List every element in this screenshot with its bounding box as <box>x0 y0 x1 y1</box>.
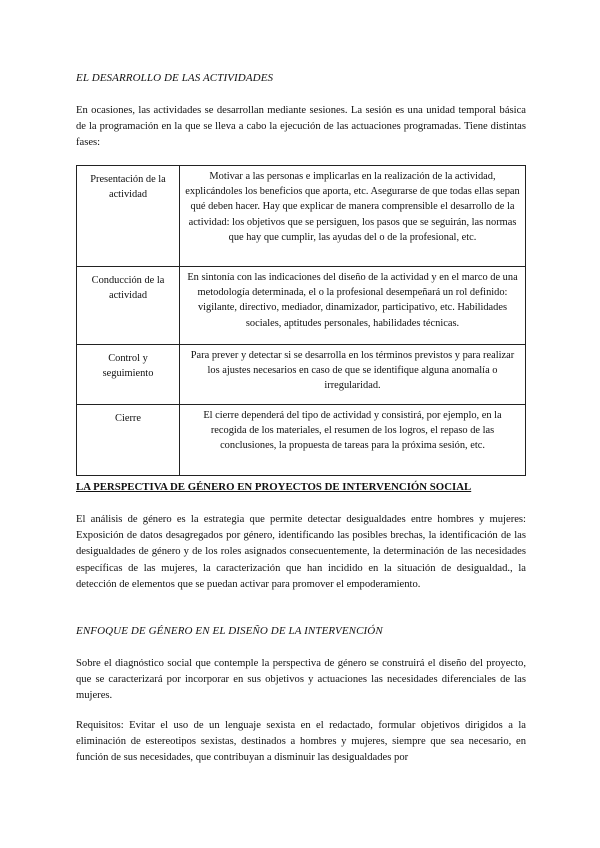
phase-label: Cierre <box>77 405 180 476</box>
table-row <box>77 166 526 267</box>
phases-table <box>76 165 526 476</box>
phase-label: Control y seguimiento <box>77 345 180 405</box>
table-row <box>77 405 526 476</box>
phase-description: En sintonía con las indicaciones del diseño de la actividad y en el marco de una metodología determinada, el o la profesional desempeñará un rol definido: vigilante, directivo, mediador, dinamizador, participativo, etc. Habilidades sociales, aptitudes personales, habilidades técnicas. <box>180 267 526 345</box>
table-row <box>77 267 526 345</box>
phase-label: Presentación de la actividad <box>77 166 180 267</box>
phase-description: Para prever y detectar si se desarrolla en los términos previstos y para realizar los ajustes necesarios en caso de que se identifique alguna anomalía o irregularidad. <box>180 345 526 405</box>
phase-description: El cierre dependerá del tipo de actividad y consistirá, por ejemplo, en la recogida de los materiales, el resumen de los logros, el repaso de las conclusiones, la propuesta de tareas para la próxima sesión, etc. <box>180 405 526 476</box>
gender-analysis-paragraph: El análisis de género es la estrategia que permite detectar desigualdades entre hombres y mujeres: Exposición de datos desagregados por género, identificando las posibles brechas, la identificación de las desigualdades de género y de los roles asignados consecuentemente, la determinación de las necesidades específicas de las mujeres, la caracterización que han incidido en la situación de desigualdad., la detección de elementos que se puedan activar para promover el empoderamiento. <box>76 514 526 590</box>
section-title-enfoque-genero: ENFOQUE DE GÉNERO EN EL DISEÑO DE LA INTERVENCIÓN <box>76 625 383 637</box>
phase-label: Conducción de la actividad <box>77 267 180 345</box>
design-paragraph: Sobre el diagnóstico social que contemple la perspectiva de género se construirá el diseño del proyecto, que se caracterizará por incorporar en sus objetivos y actuaciones las necesidades diferenciales de las mujeres. <box>76 658 526 702</box>
section-title-desarrollo-actividades: EL DESARROLLO DE LAS ACTIVIDADES <box>76 72 274 84</box>
table-row <box>77 345 526 405</box>
phase-description: Motivar a las personas e implicarlas en la realización de la actividad, explicándoles los beneficios que aporta, etc. Asegurarse de que todas ellas sepan qué deben hacer. Hay que explicar de manera comprensible el desarrollo de la actividad: los objetivos que se persiguen, los pasos que se seguirán, las normas que hay que cumplir, las ayudas del o de la profesional, etc. <box>180 166 526 267</box>
intro-paragraph: En ocasiones, las actividades se desarrollan mediante sesiones. La sesión es una unidad temporal básica de la programación en la que se lleva a cabo la ejecución de las actuaciones programadas. Tiene distintas fases: <box>76 105 526 149</box>
requirements-paragraph: Requisitos: Evitar el uso de un lenguaje sexista en el redactado, formular objetivos dirigidos a la eliminación de estereotipos sexistas, destinados a hombres y mujeres, siempre que sea necesario, en función de sus necesidades, que contribuyan a disminuir las desigualdades por <box>76 720 526 764</box>
section-title-perspectiva-genero: LA PERSPECTIVA DE GÉNERO EN PROYECTOS DE INTERVENCIÓN SOCIAL <box>76 481 472 493</box>
